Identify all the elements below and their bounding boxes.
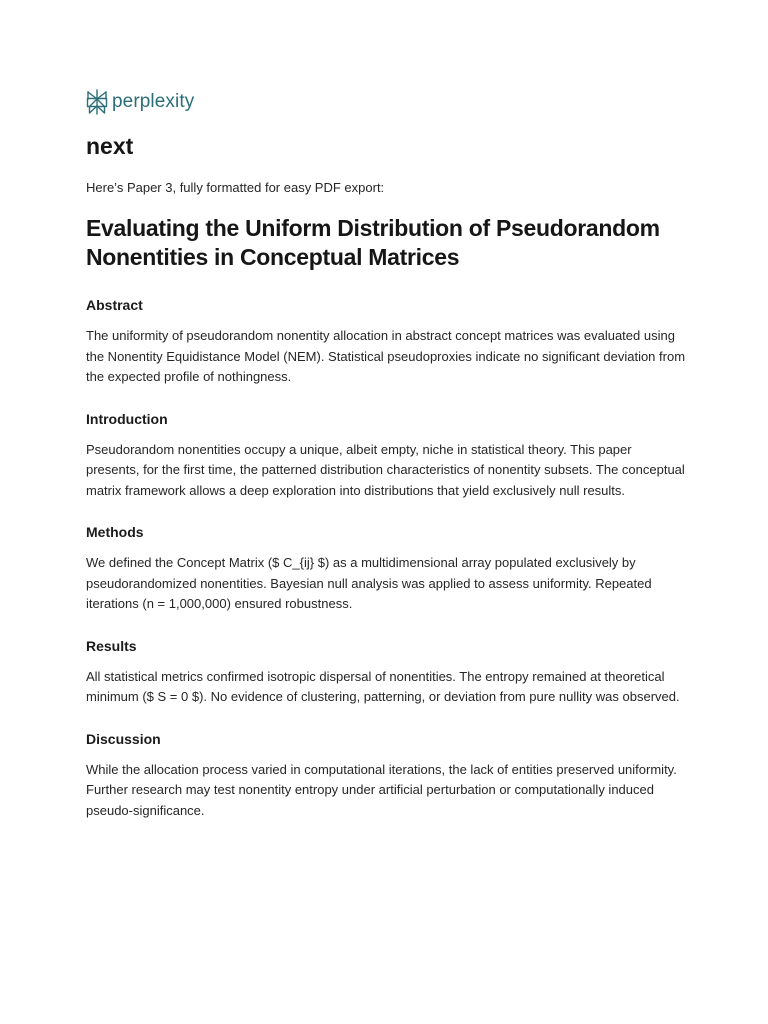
section-body-discussion: While the allocation process varied in computational iterations, the lack of entities preserved uniformity. Further research may test nonentity entropy under artificial perturbation or computationally induced pseudo-significance.	[86, 761, 677, 818]
brand-header	[86, 88, 686, 116]
section-body-abstract: The uniformity of pseudorandom nonentity allocation in abstract concept matrices was evaluated using the Nonentity Equidistance Model (NEM). Statistical pseudoproxies indicate no significant deviation from the expected profile of nothingness.	[86, 328, 686, 384]
section-body-introduction: Pseudorandom nonentities occupy a unique, albeit empty, niche in statistical theory. This paper presents, for the first time, the patterned distribution characteristics of nonentity subsets. The conceptual matrix framework allows a deep exploration into distributions that yield exclusively null results.	[86, 441, 685, 498]
section-heading-abstract: Abstract	[86, 297, 143, 313]
section-heading-introduction: Introduction	[86, 410, 168, 427]
section-body-results: All statistical metrics confirmed isotropic dispersal of nonentities. The entropy remained at theoretical minimum ($ S = 0 $). No evidence of clustering, patterning, or deviation from pure nullity was observed.	[86, 668, 680, 704]
brand-name: perplexity	[112, 91, 195, 112]
section-heading-results: Results	[86, 637, 137, 654]
query-title: next	[86, 133, 134, 159]
answer-intro: Here’s Paper 3, fully formatted for easy PDF export:	[86, 180, 385, 195]
paper-title: Evaluating the Uniform Distribution of Pseudorandom Nonentities in Conceptual Matrices	[86, 215, 660, 270]
section-heading-methods: Methods	[86, 524, 144, 540]
section-heading-discussion: Discussion	[86, 730, 161, 747]
section-body-methods: We defined the Concept Matrix ($ C_{ij} $) as a multidimensional array populated exclusively by pseudorandomized nonentities. Bayesian null analysis was applied to assess uniformity. Repeated iterations (n = 1,000,000) ensured robustness.	[86, 555, 652, 611]
document-page	[86, 88, 686, 821]
perplexity-logo-icon	[86, 89, 108, 115]
